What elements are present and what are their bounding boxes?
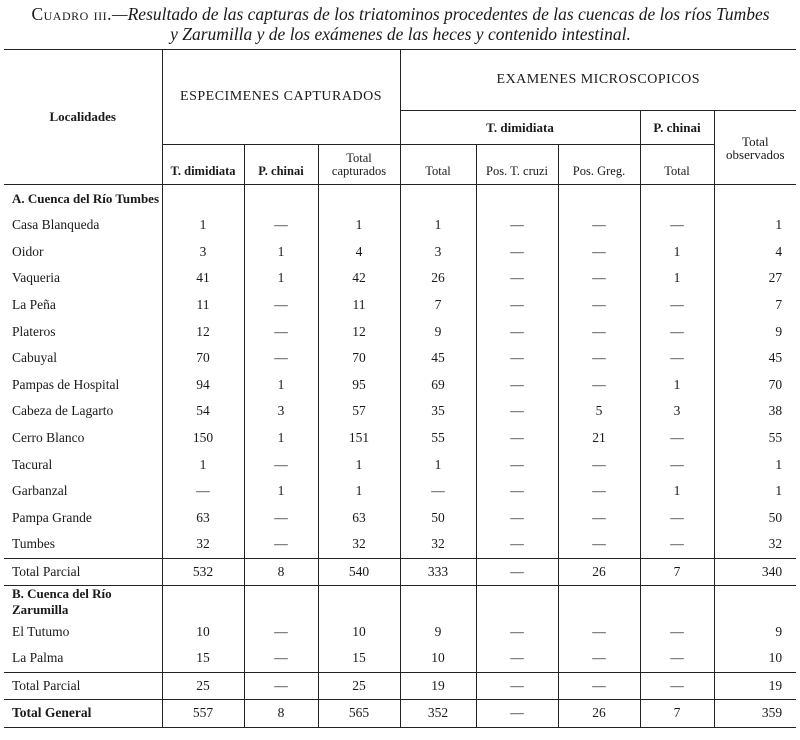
table-cell: — — [640, 618, 714, 645]
table-cell: — — [640, 292, 714, 319]
col-header-capt-t-dimidiata: T. dimidiata — [162, 145, 244, 185]
caption-label: Cuadro iii. — [31, 4, 113, 24]
table-cell: — — [476, 451, 558, 478]
table-cell: 1 — [640, 478, 714, 505]
table-cell: 1 — [318, 478, 400, 505]
row-label: Pampas de Hospital — [12, 376, 120, 392]
table-cell: — — [558, 239, 640, 266]
table-cell: 41 — [162, 265, 244, 292]
row-label: Total General — [12, 705, 92, 721]
table-cell: — — [558, 451, 640, 478]
table-cell: 50 — [714, 505, 796, 532]
table-cell: — — [476, 345, 558, 372]
table-cell: 333 — [400, 558, 476, 586]
table-cell: 1 — [640, 372, 714, 399]
table-cell: 9 — [714, 318, 796, 345]
subtotal-row — [4, 672, 796, 700]
table-cell: 7 — [640, 700, 714, 728]
table-cell: 10 — [318, 618, 400, 645]
table-cell: — — [476, 618, 558, 645]
table-cell: — — [476, 645, 558, 672]
table-cell: 50 — [400, 505, 476, 532]
table-cell: — — [244, 451, 318, 478]
table-cell: — — [476, 239, 558, 266]
empty-cell — [244, 185, 318, 213]
table-cell: — — [476, 318, 558, 345]
table-cell: 8 — [244, 700, 318, 728]
table-cell: 32 — [400, 531, 476, 558]
table-cell: 12 — [318, 318, 400, 345]
row-label: Cabeza de Lagarto — [12, 403, 114, 419]
table-row — [4, 318, 796, 345]
table-cell: 15 — [162, 645, 244, 672]
table-cell: 70 — [318, 345, 400, 372]
table-body — [4, 185, 796, 728]
table-cell: — — [476, 265, 558, 292]
table-cell: 35 — [400, 398, 476, 425]
empty-cell — [318, 586, 400, 619]
header-especimenes-capturados: ESPECIMENES CAPTURADOS — [162, 50, 400, 145]
table-cell: 32 — [714, 531, 796, 558]
subtotal-row — [4, 558, 796, 586]
table-cell: 9 — [400, 618, 476, 645]
table-cell: 26 — [558, 700, 640, 728]
table-cell: 5 — [558, 398, 640, 425]
table-cell: — — [162, 478, 244, 505]
table-row — [4, 505, 796, 532]
table-row — [4, 212, 796, 239]
table-cell: 1 — [244, 425, 318, 452]
row-label: Tacural — [12, 456, 53, 472]
table-cell: 63 — [318, 505, 400, 532]
table-cell: — — [476, 505, 558, 532]
table-cell: — — [244, 212, 318, 239]
table-cell: 7 — [640, 558, 714, 586]
table-cell: — — [476, 425, 558, 452]
table-cell: 3 — [640, 398, 714, 425]
table-cell: 25 — [162, 672, 244, 700]
row-label: La Peña — [12, 297, 56, 313]
table-cell: 9 — [400, 318, 476, 345]
table-row — [4, 618, 796, 645]
table-cell: — — [244, 318, 318, 345]
table-cell: — — [640, 672, 714, 700]
empty-cell — [476, 586, 558, 619]
table-cell: 151 — [318, 425, 400, 452]
table-cell: 1 — [714, 212, 796, 239]
table-cell: 1 — [714, 478, 796, 505]
table-cell: 69 — [400, 372, 476, 399]
table-cell: 32 — [162, 531, 244, 558]
table-cell: — — [558, 372, 640, 399]
row-label: Total Parcial — [12, 677, 81, 693]
table-cell: 3 — [162, 239, 244, 266]
table-row — [4, 478, 796, 505]
col-header-p-chinai-total: Total — [640, 145, 714, 185]
table-cell: — — [558, 672, 640, 700]
table-cell: 19 — [714, 672, 796, 700]
table-cell: 95 — [318, 372, 400, 399]
row-label: Vaqueria — [12, 270, 60, 286]
data-table — [4, 49, 796, 728]
table-cell: 1 — [318, 451, 400, 478]
table-cell: — — [476, 292, 558, 319]
table-cell: 9 — [714, 618, 796, 645]
table-cell: 10 — [714, 645, 796, 672]
header-total-observados: Total observados — [714, 111, 796, 185]
table-cell: 1 — [318, 212, 400, 239]
table-cell: — — [476, 700, 558, 728]
table-cell: 1 — [640, 239, 714, 266]
table-cell: — — [558, 531, 640, 558]
table-cell: — — [558, 292, 640, 319]
table-cell: 3 — [400, 239, 476, 266]
table-row — [4, 372, 796, 399]
table-cell: 1 — [400, 451, 476, 478]
table-cell: 1 — [244, 265, 318, 292]
table-cell: 3 — [244, 398, 318, 425]
table-cell: 94 — [162, 372, 244, 399]
empty-cell — [244, 586, 318, 619]
caption-line-1: —Resultado de las capturas de los triatominos procedentes de las cuencas de los ríos Tumbes — [112, 4, 770, 24]
table-cell: 21 — [558, 425, 640, 452]
table-row — [4, 645, 796, 672]
table-cell: 4 — [714, 239, 796, 266]
table-cell: — — [476, 672, 558, 700]
empty-cell — [558, 586, 640, 619]
table-cell: 12 — [162, 318, 244, 345]
row-label: Pampa Grande — [12, 509, 92, 525]
table-cell: — — [244, 618, 318, 645]
table-row — [4, 345, 796, 372]
table-cell: 1 — [162, 212, 244, 239]
empty-cell — [400, 185, 476, 213]
table-row — [4, 451, 796, 478]
table-cell: — — [558, 645, 640, 672]
table-cell: 532 — [162, 558, 244, 586]
table-row — [4, 531, 796, 558]
col-header-exam-total: Total — [400, 145, 476, 185]
row-label: Total Parcial — [12, 564, 81, 580]
col-header-capt-p-chinai: P. chinai — [244, 145, 318, 185]
table-cell: — — [640, 425, 714, 452]
table-cell: 565 — [318, 700, 400, 728]
table-cell: 352 — [400, 700, 476, 728]
header-p-chinai-group: P. chinai — [640, 111, 714, 145]
table-cell: — — [640, 212, 714, 239]
row-label: Plateros — [12, 323, 56, 339]
table-cell: 42 — [318, 265, 400, 292]
col-header-pos-greg: Pos. Greg. — [558, 145, 640, 185]
empty-cell — [640, 185, 714, 213]
empty-cell — [318, 185, 400, 213]
table-row — [4, 265, 796, 292]
table-cell: — — [558, 212, 640, 239]
table-cell: 55 — [714, 425, 796, 452]
table-cell: 11 — [162, 292, 244, 319]
empty-cell — [162, 586, 244, 619]
table-cell: — — [244, 645, 318, 672]
row-label: La Palma — [12, 650, 64, 666]
table-cell: 38 — [714, 398, 796, 425]
table-cell: — — [244, 345, 318, 372]
table-cell: 45 — [400, 345, 476, 372]
table-cell: 1 — [400, 212, 476, 239]
section-title: A. Cuenca del Río Tumbes — [12, 190, 159, 206]
table-cell: — — [558, 505, 640, 532]
header-t-dimidiata-group: T. dimidiata — [400, 111, 640, 145]
table-cell: — — [476, 212, 558, 239]
table-cell: 7 — [400, 292, 476, 319]
table-row — [4, 239, 796, 266]
row-label: Casa Blanqueda — [12, 217, 100, 233]
table-cell: 26 — [400, 265, 476, 292]
table-cell: 150 — [162, 425, 244, 452]
caption-line-2: y Zarumilla y de los exámenes de las heces y contenido intestinal. — [170, 24, 631, 44]
row-label: Tumbes — [12, 536, 56, 552]
header-examenes-microscopicos: EXAMENES MICROSCOPICOS — [400, 50, 796, 111]
table-cell: — — [476, 398, 558, 425]
row-label: Cabuyal — [12, 350, 57, 366]
table-cell: 1 — [162, 451, 244, 478]
table-cell: 57 — [318, 398, 400, 425]
table-cell: 45 — [714, 345, 796, 372]
section-header-row — [4, 185, 796, 213]
table-cell: 10 — [400, 645, 476, 672]
table-cell: 27 — [714, 265, 796, 292]
table-cell: — — [558, 478, 640, 505]
table-cell: — — [244, 531, 318, 558]
empty-cell — [476, 185, 558, 213]
table-row — [4, 292, 796, 319]
table-cell: — — [558, 618, 640, 645]
table-row — [4, 425, 796, 452]
table-cell: 1 — [640, 265, 714, 292]
table-cell: 8 — [244, 558, 318, 586]
row-label: El Tutumo — [12, 623, 70, 639]
table-cell: 340 — [714, 558, 796, 586]
table-cell: 70 — [714, 372, 796, 399]
table-cell: 19 — [400, 672, 476, 700]
table-cell: — — [640, 345, 714, 372]
row-label: Cerro Blanco — [12, 430, 85, 446]
table-cell: — — [640, 318, 714, 345]
col-header-pos-t-cruzi: Pos. T. cruzi — [476, 145, 558, 185]
table-cell: — — [244, 292, 318, 319]
table-cell: 1 — [244, 478, 318, 505]
table-cell: 1 — [714, 451, 796, 478]
row-label: Oidor — [12, 243, 44, 259]
table-cell: — — [640, 451, 714, 478]
table-cell: — — [640, 505, 714, 532]
table-cell: 557 — [162, 700, 244, 728]
table-cell: 10 — [162, 618, 244, 645]
table-cell: — — [476, 372, 558, 399]
table-cell: 359 — [714, 700, 796, 728]
empty-cell — [558, 185, 640, 213]
table-cell: 63 — [162, 505, 244, 532]
table-cell: — — [244, 505, 318, 532]
table-cell: 1 — [244, 239, 318, 266]
grand-total-row — [4, 700, 796, 728]
table-cell: 11 — [318, 292, 400, 319]
table-cell: 70 — [162, 345, 244, 372]
table-row — [4, 398, 796, 425]
table-cell: — — [244, 672, 318, 700]
table-cell: — — [558, 265, 640, 292]
table-cell: 15 — [318, 645, 400, 672]
section-title: B. Cuenca del Río Zarumilla — [12, 586, 112, 618]
table-cell: — — [400, 478, 476, 505]
table-cell: — — [476, 558, 558, 586]
table-cell: 54 — [162, 398, 244, 425]
table-caption — [8, 4, 793, 44]
table-cell: — — [640, 531, 714, 558]
table-cell: 26 — [558, 558, 640, 586]
table-cell: — — [558, 318, 640, 345]
empty-cell — [400, 586, 476, 619]
table-cell: 1 — [244, 372, 318, 399]
table-cell: — — [640, 645, 714, 672]
empty-cell — [714, 185, 796, 213]
empty-cell — [162, 185, 244, 213]
header-localidades: Localidades — [49, 109, 116, 124]
table-cell: 4 — [318, 239, 400, 266]
table-cell: — — [476, 531, 558, 558]
table-cell: 7 — [714, 292, 796, 319]
col-header-total-capturados: Total capturados — [318, 145, 400, 185]
row-label: Garbanzal — [12, 483, 68, 499]
table-cell: — — [476, 478, 558, 505]
table-cell: 32 — [318, 531, 400, 558]
table-cell: 25 — [318, 672, 400, 700]
table-cell: 55 — [400, 425, 476, 452]
table-cell: — — [558, 345, 640, 372]
empty-cell — [640, 586, 714, 619]
section-header-row — [4, 586, 796, 619]
empty-cell — [714, 586, 796, 619]
table-cell: 540 — [318, 558, 400, 586]
